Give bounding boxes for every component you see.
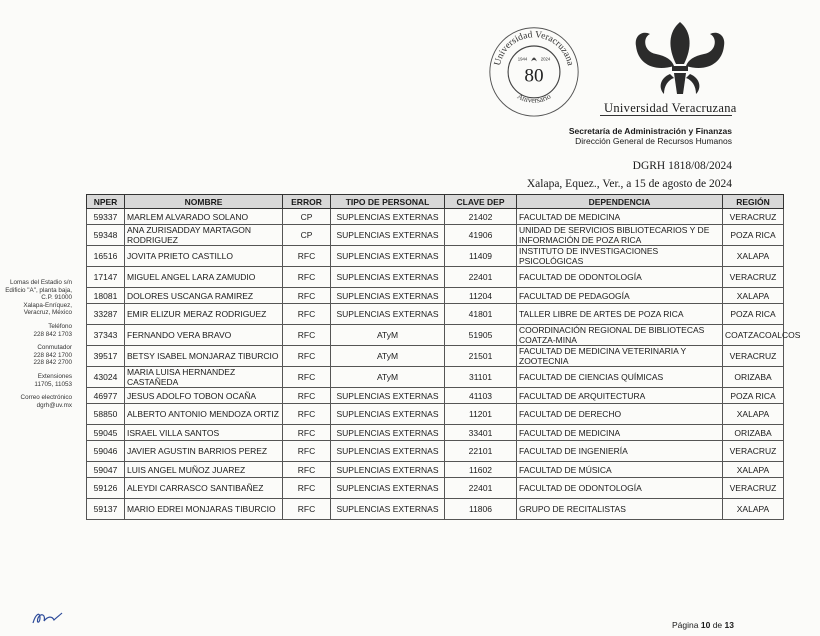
nper-cell: 18081 — [87, 288, 125, 304]
clave-cell: 11409 — [445, 246, 517, 267]
table-row — [87, 404, 784, 425]
nper-cell: 37343 — [87, 325, 125, 346]
table-row — [87, 462, 784, 478]
error-cell: CP — [283, 225, 331, 246]
tipo-cell: ATyM — [331, 346, 445, 367]
region-cell: POZA RICA — [723, 225, 784, 246]
clave-cell: 41906 — [445, 225, 517, 246]
page-label: Página — [672, 620, 699, 630]
error-cell: RFC — [283, 478, 331, 499]
tipo-cell: SUPLENCIAS EXTERNAS — [331, 388, 445, 404]
tipo-cell: ATyM — [331, 367, 445, 388]
table-row — [87, 367, 784, 388]
nombre-cell: DOLORES USCANGA RAMIREZ — [125, 288, 283, 304]
nper-cell: 39517 — [87, 346, 125, 367]
email-label: Correo electrónico — [20, 394, 72, 402]
error-cell: RFC — [283, 441, 331, 462]
nper-cell: 59337 — [87, 209, 125, 225]
clave-cell: 22401 — [445, 267, 517, 288]
region-cell: XALAPA — [723, 499, 784, 520]
clave-cell: 51905 — [445, 325, 517, 346]
error-cell: CP — [283, 209, 331, 225]
tipo-cell: SUPLENCIAS EXTERNAS — [331, 267, 445, 288]
nper-cell: 43024 — [87, 367, 125, 388]
region-cell: XALAPA — [723, 462, 784, 478]
dependencia-cell: FACULTAD DE ARQUITECTURA — [517, 388, 723, 404]
seal-number: 80 — [524, 65, 544, 87]
table-row — [87, 288, 784, 304]
contact-sidebar — [2, 279, 72, 415]
dependencia-cell: TALLER LIBRE DE ARTES DE POZA RICA — [517, 304, 723, 325]
table-row — [87, 246, 784, 267]
tipo-cell: SUPLENCIAS EXTERNAS — [331, 478, 445, 499]
personnel-table — [86, 194, 801, 520]
address-line: Xalapa-Enríquez, — [23, 301, 72, 309]
error-cell: RFC — [283, 346, 331, 367]
column-header-nombre: NOMBRE — [125, 195, 283, 209]
error-cell: RFC — [283, 462, 331, 478]
clave-cell: 11204 — [445, 288, 517, 304]
table-row — [87, 478, 784, 499]
dependencia-cell: FACULTAD DE MÚSICA — [517, 462, 723, 478]
office-block — [569, 126, 732, 146]
page-total: 13 — [724, 620, 734, 630]
table-row — [87, 304, 784, 325]
extensions-label: Extensiones — [37, 372, 72, 380]
column-header-tipo: TIPO DE PERSONAL — [331, 195, 445, 209]
dependencia-cell: FACULTAD DE ODONTOLOGÍA — [517, 478, 723, 499]
email-link[interactable]: dgrh@uv.mx — [36, 401, 72, 409]
region-cell: COATZACOALCOS — [723, 325, 784, 346]
clave-cell: 11806 — [445, 499, 517, 520]
secretariat-name: Secretaría de Administración y Finanzas — [568, 126, 732, 136]
seal-year-end: 2024 — [540, 56, 551, 62]
nombre-cell: EMIR ELIZUR MERAZ RODRIGUEZ — [125, 304, 283, 325]
region-cell: VERACRUZ — [723, 478, 784, 499]
page-of-label: de — [712, 620, 723, 630]
tipo-cell: SUPLENCIAS EXTERNAS — [331, 209, 445, 225]
clave-cell: 31101 — [445, 367, 517, 388]
region-cell: XALAPA — [723, 288, 784, 304]
tipo-cell: SUPLENCIAS EXTERNAS — [331, 246, 445, 267]
nper-cell: 59137 — [87, 499, 125, 520]
nombre-cell: BETSY ISABEL MONJARAZ TIBURCIO — [125, 346, 283, 367]
region-cell: VERACRUZ — [723, 209, 784, 225]
clave-cell: 11201 — [445, 404, 517, 425]
address-line: C.P. 91000 — [41, 294, 72, 302]
switchboard-block — [2, 344, 72, 367]
nombre-cell: JOVITA PRIETO CASTILLO — [125, 246, 283, 267]
column-header-dependencia: DEPENDENCIA — [517, 195, 723, 209]
nombre-cell: ANA ZURISADDAY MARTAGON RODRIGUEZ — [125, 225, 283, 246]
university-name: Universidad Veracruzana — [604, 101, 737, 115]
column-header-error: ERROR — [283, 195, 331, 209]
nombre-cell: ALEYDI CARRASCO SANTIBAÑEZ — [125, 478, 283, 499]
address-line: Veracruz, México — [23, 309, 72, 317]
nombre-cell: MARLEM ALVARADO SOLANO — [125, 209, 283, 225]
tipo-cell: SUPLENCIAS EXTERNAS — [331, 304, 445, 325]
dependencia-cell: FACULTAD DE DERECHO — [517, 404, 723, 425]
table-row — [87, 346, 784, 367]
column-header-clave: CLAVE DEP — [445, 195, 517, 209]
header-divider — [600, 115, 732, 116]
tipo-cell: SUPLENCIAS EXTERNAS — [331, 225, 445, 246]
nper-cell: 16516 — [87, 246, 125, 267]
table-row — [87, 209, 784, 225]
region-cell: VERACRUZ — [723, 346, 784, 367]
column-header-nper: NPER — [87, 195, 125, 209]
table-row — [87, 499, 784, 520]
dependencia-cell: COORDINACIÓN REGIONAL DE BIBLIOTECAS COATZA-MINA — [517, 325, 723, 346]
table-header-row — [87, 195, 784, 209]
column-header-region: REGIÓN — [723, 195, 784, 209]
dependencia-cell: FACULTAD DE INGENIERÍA — [517, 441, 723, 462]
nombre-cell: MIGUEL ANGEL LARA ZAMUDIO — [125, 267, 283, 288]
error-cell: RFC — [283, 304, 331, 325]
nombre-cell: JESUS ADOLFO TOBON OCAÑA — [125, 388, 283, 404]
dependencia-cell: FACULTAD DE PEDAGOGÍA — [517, 288, 723, 304]
seal-year-start: 1944 — [517, 56, 528, 62]
tipo-cell: SUPLENCIAS EXTERNAS — [331, 499, 445, 520]
region-cell: VERACRUZ — [723, 267, 784, 288]
page-number — [672, 620, 734, 630]
date-line: Xalapa, Equez., Ver., a 15 de agosto de 2024 — [526, 178, 732, 190]
nombre-cell: MARIA LUISA HERNANDEZ CASTAÑEDA — [125, 367, 283, 388]
error-cell: RFC — [283, 425, 331, 441]
address-line: Lomas del Estadio s/n — [10, 279, 72, 286]
clave-cell: 41801 — [445, 304, 517, 325]
region-cell: ORIZABA — [723, 425, 784, 441]
nper-cell: 59047 — [87, 462, 125, 478]
tipo-cell: SUPLENCIAS EXTERNAS — [331, 425, 445, 441]
clave-cell: 21501 — [445, 346, 517, 367]
table-row — [87, 441, 784, 462]
address-block — [2, 279, 72, 317]
clave-cell: 21402 — [445, 209, 517, 225]
error-cell: RFC — [283, 267, 331, 288]
switchboard-number: 228 842 1700 — [33, 351, 72, 359]
table-row — [87, 425, 784, 441]
region-cell: XALAPA — [723, 246, 784, 267]
dependencia-cell: FACULTAD DE MEDICINA VETERINARIA Y ZOOTECNIA — [517, 346, 723, 367]
direction-name: Dirección General de Recursos Humanos — [575, 136, 732, 146]
region-cell: XALAPA — [723, 404, 784, 425]
clave-cell: 41103 — [445, 388, 517, 404]
nombre-cell: FERNANDO VERA BRAVO — [125, 325, 283, 346]
region-cell: POZA RICA — [723, 304, 784, 325]
dependencia-cell: FACULTAD DE MEDICINA — [517, 425, 723, 441]
seal-bottom-text: Aniversario — [515, 91, 553, 105]
table-row — [87, 225, 784, 246]
address-line: Edificio "A", planta baja, — [5, 286, 72, 294]
tipo-cell: SUPLENCIAS EXTERNAS — [331, 462, 445, 478]
nombre-cell: MARIO EDREI MONJARAS TIBURCIO — [125, 499, 283, 520]
extensions-value: 11705, 11053 — [34, 380, 72, 388]
dependencia-cell: FACULTAD DE ODONTOLOGÍA — [517, 267, 723, 288]
clave-cell: 33401 — [445, 425, 517, 441]
nper-cell: 59348 — [87, 225, 125, 246]
tipo-cell: ATyM — [331, 325, 445, 346]
dependencia-cell: GRUPO DE RECITALISTAS — [517, 499, 723, 520]
tipo-cell: SUPLENCIAS EXTERNAS — [331, 404, 445, 425]
dependencia-cell: FACULTAD DE MEDICINA — [517, 209, 723, 225]
tipo-cell: SUPLENCIAS EXTERNAS — [331, 288, 445, 304]
error-cell: RFC — [283, 499, 331, 520]
switchboard-number: 228 842 2700 — [33, 359, 72, 367]
nombre-cell: LUIS ANGEL MUÑOZ JUAREZ — [125, 462, 283, 478]
dependencia-cell: FACULTAD DE CIENCIAS QUÍMICAS — [517, 367, 723, 388]
nper-cell: 17147 — [87, 267, 125, 288]
university-logo-icon — [630, 18, 730, 98]
error-cell: RFC — [283, 404, 331, 425]
nper-cell: 59046 — [87, 441, 125, 462]
reference-block — [527, 157, 732, 193]
dependencia-cell: UNIDAD DE SERVICIOS BIBLIOTECARIOS Y DE INFORMACIÓN DE POZA RICA — [517, 225, 723, 246]
phone-number: 228 842 1703 — [33, 330, 72, 338]
email-block — [2, 394, 72, 409]
nper-cell: 59045 — [87, 425, 125, 441]
nper-cell: 46977 — [87, 388, 125, 404]
seal-arc-text: Universidad Veracruzana — [492, 29, 576, 67]
region-cell: VERACRUZ — [723, 441, 784, 462]
dependencia-cell: INSTITUTO DE INVESTIGACIONES PSICOLÓGICAS — [517, 246, 723, 267]
tipo-cell: SUPLENCIAS EXTERNAS — [331, 441, 445, 462]
nper-cell: 59126 — [87, 478, 125, 499]
nombre-cell: ALBERTO ANTONIO MENDOZA ORTIZ — [125, 404, 283, 425]
flower-icon — [531, 58, 537, 62]
error-cell: RFC — [283, 367, 331, 388]
clave-cell: 22101 — [445, 441, 517, 462]
switchboard-label: Conmutador — [37, 344, 72, 352]
error-cell: RFC — [283, 325, 331, 346]
phone-label: Teléfono — [48, 322, 72, 330]
clave-cell: 11602 — [445, 462, 517, 478]
table-row — [87, 267, 784, 288]
table-row — [87, 325, 784, 346]
error-cell: RFC — [283, 388, 331, 404]
nombre-cell: JAVIER AGUSTIN BARRIOS PEREZ — [125, 441, 283, 462]
table-row — [87, 388, 784, 404]
phone-block — [2, 323, 72, 338]
region-cell: ORIZABA — [723, 367, 784, 388]
extensions-block — [2, 373, 72, 388]
nombre-cell: ISRAEL VILLA SANTOS — [125, 425, 283, 441]
error-cell: RFC — [283, 288, 331, 304]
reference-number: DGRH 1818/08/2024 — [632, 160, 732, 172]
error-cell: RFC — [283, 246, 331, 267]
page-current: 10 — [700, 620, 711, 630]
region-cell: POZA RICA — [723, 388, 784, 404]
anniversary-seal — [486, 22, 582, 118]
nper-cell: 33287 — [87, 304, 125, 325]
nper-cell: 58850 — [87, 404, 125, 425]
clave-cell: 22401 — [445, 478, 517, 499]
signature-mark — [30, 608, 64, 628]
